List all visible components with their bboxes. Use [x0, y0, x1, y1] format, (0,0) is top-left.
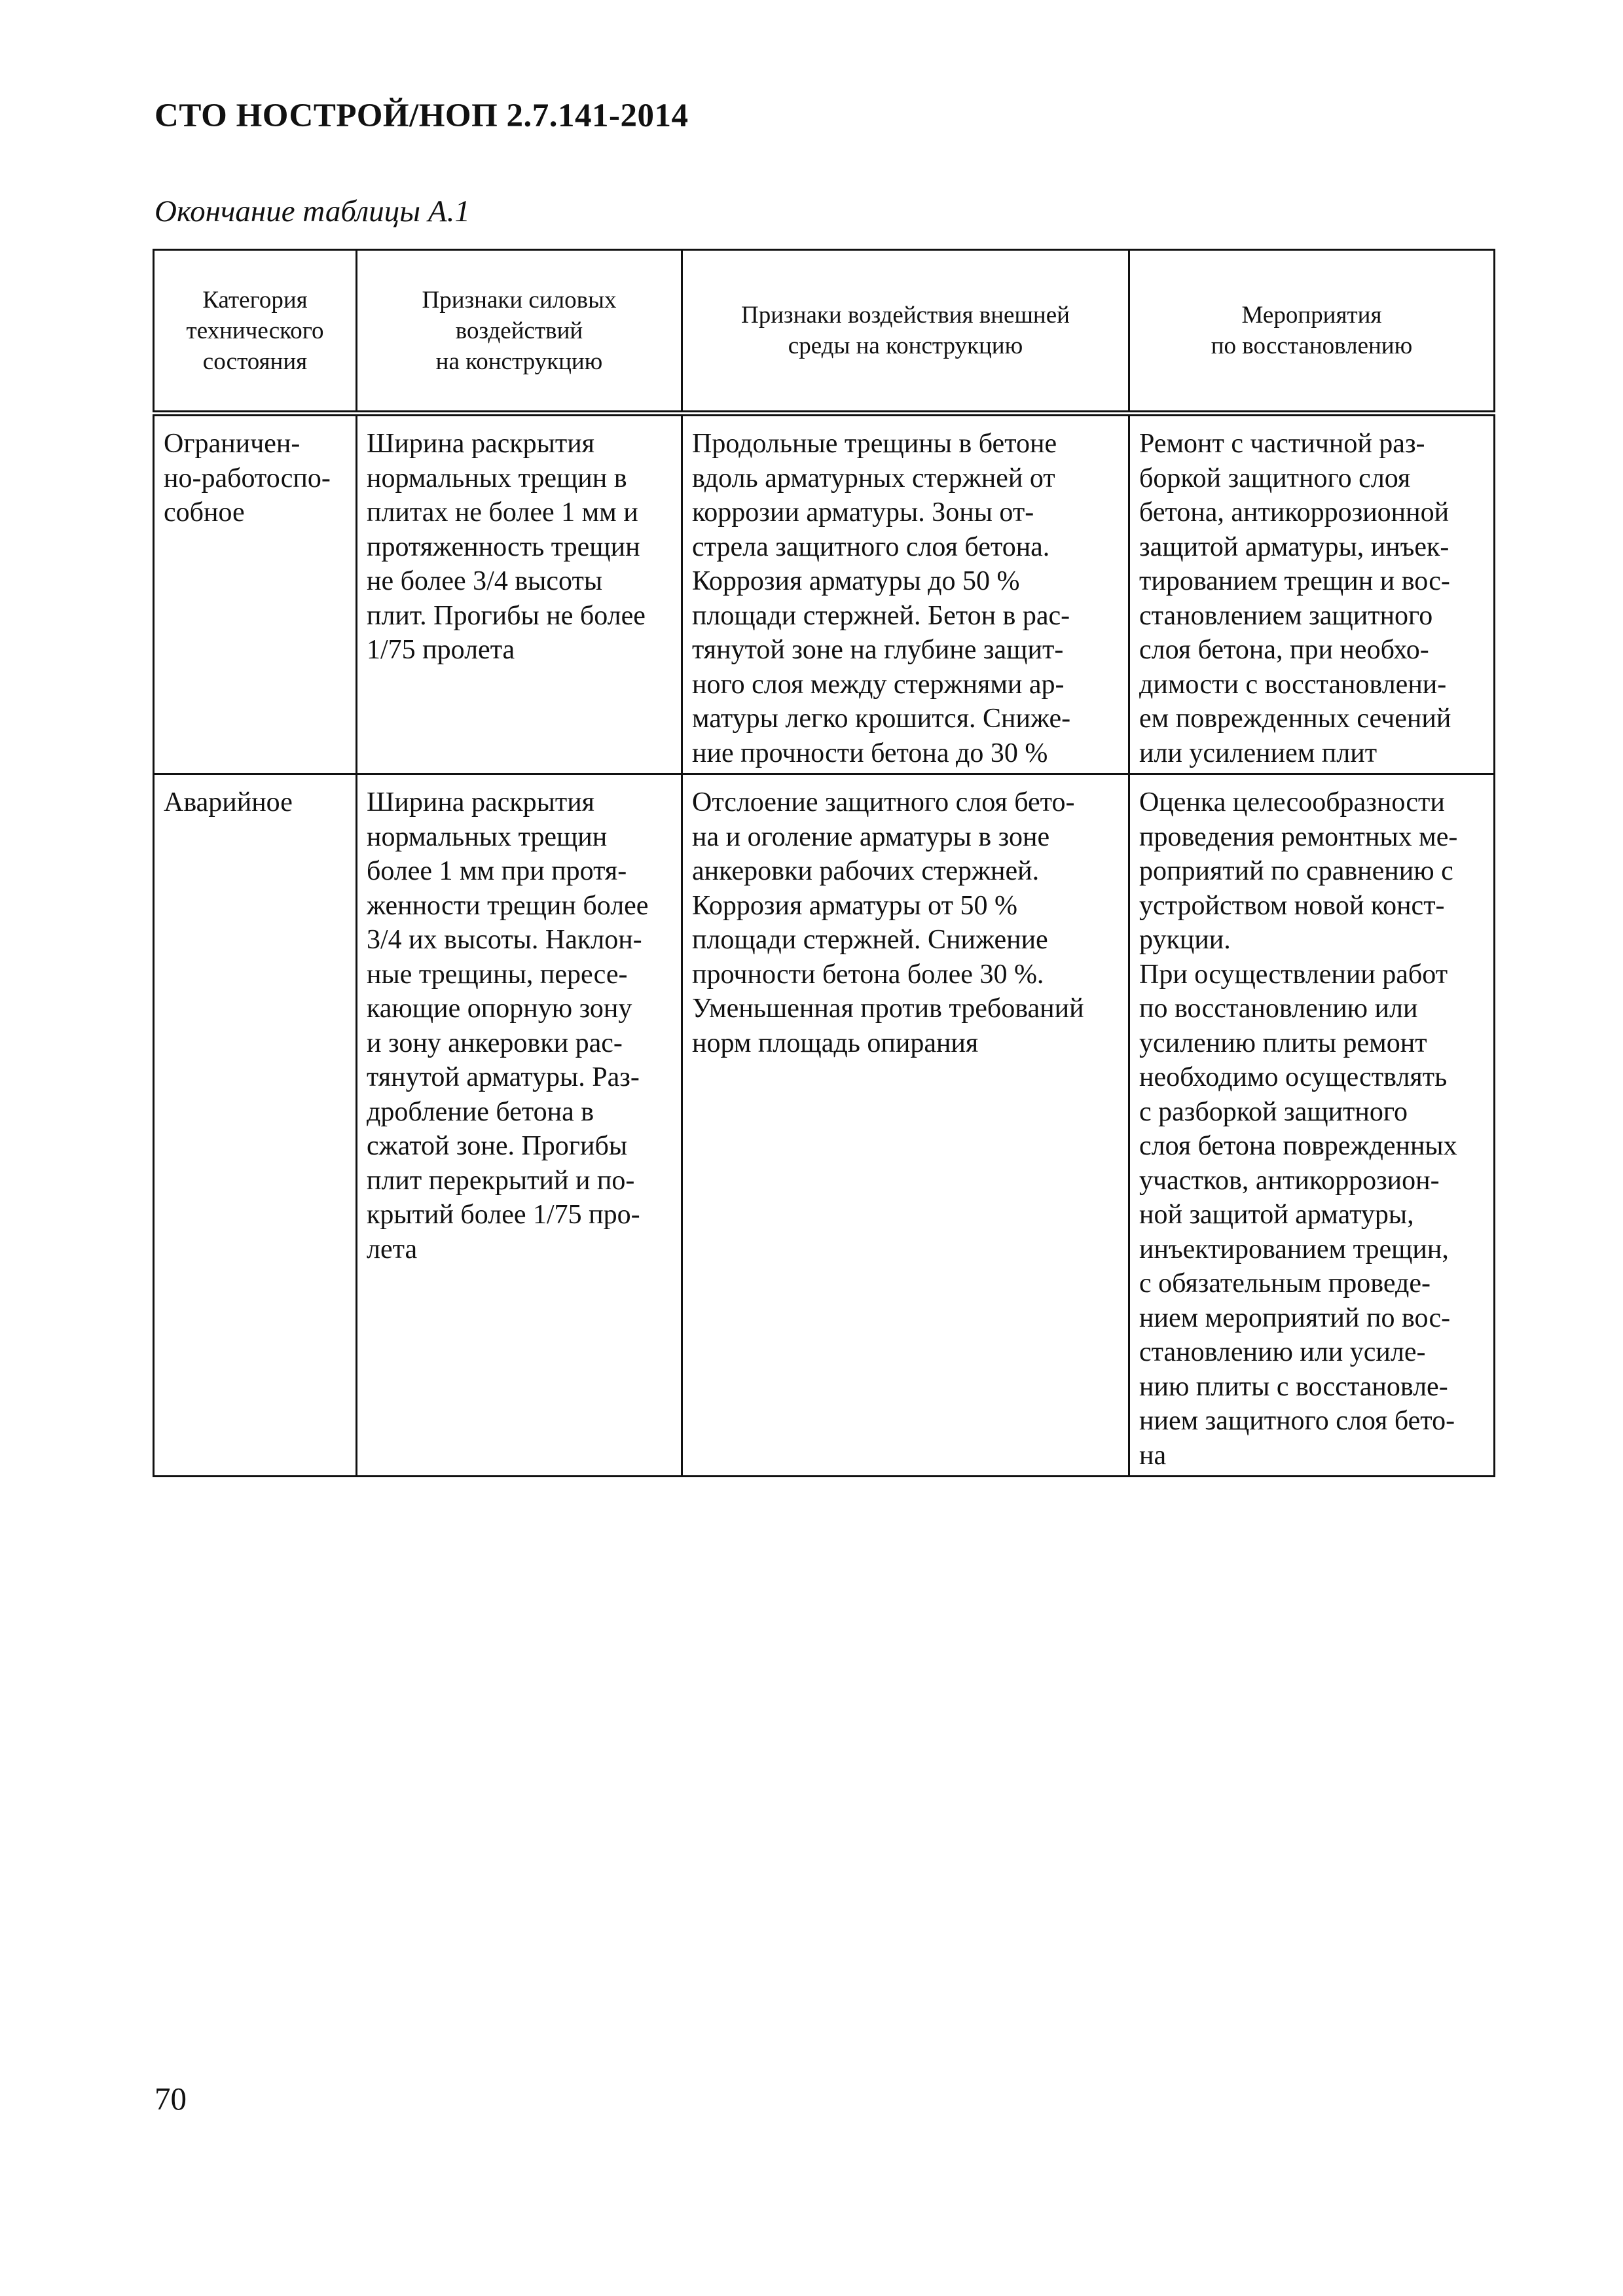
cell-environment-signs: Продольные трещины в бетоне вдоль арматурных стержней от коррозии арматуры. Зоны от- стрела защитного слоя бетона. Коррозия арматуры до 50 % площади стержней. Бетон в рас- тянутой зоне на глубине защит- ного слоя между стержнями ар- матуры легко крошится. Сниже- ние прочности бетона до 30 %	[682, 414, 1129, 774]
cell-category: Ограничен- но-работоспо- собное	[154, 414, 357, 774]
page-number: 70	[155, 2081, 187, 2117]
technical-condition-table	[153, 249, 1495, 1477]
cell-environment-signs: Отслоение защитного слоя бето- на и оголение арматуры в зоне анкеровки рабочих стержней. Коррозия арматуры от 50 % площади стержней. Снижение прочности бетона более 30 %. Уменьшенная против требований норм площадь опирания	[682, 774, 1129, 1477]
cell-category: Аварийное	[154, 774, 357, 1477]
cell-measures: Оценка целесообразности проведения ремонтных ме- роприятий по сравнению с устройством новой конст- рукции. При осуществлении работ по восстановлению или усилению плиты ремонт необходимо осуществлять с разборкой защитного слоя бетона поврежденных участков, антикоррозион- ной защитой арматуры, инъектированием трещин, с обязательным проведе- нием мероприятий по вос- становлению или усиле- нию плиты с восстановле- нием защитного слоя бето- на	[1129, 774, 1495, 1477]
header-force-signs: Признаки силовых воздействий на конструкцию	[357, 250, 682, 414]
table-header-row	[154, 250, 1495, 414]
header-environment-signs: Признаки воздействия внешней среды на конструкцию	[682, 250, 1129, 414]
header-measures: Мероприятия по восстановлению	[1129, 250, 1495, 414]
document-code: СТО НОСТРОЙ/НОП 2.7.141-2014	[155, 98, 689, 134]
cell-measures: Ремонт с частичной раз- боркой защитного слоя бетона, антикоррозионной защитой арматуры, инъек- тированием трещин и вос- становлением защитного слоя бетона, при необхо- димости с восстановлени- ем поврежденных сечений или усилением плит	[1129, 414, 1495, 774]
header-category: Категория технического состояния	[154, 250, 357, 414]
cell-force-signs: Ширина раскрытия нормальных трещин более 1 мм при протя- женности трещин более 3/4 их высоты. Наклон- ные трещины, пересе- кающие опорную зону и зону анкеровки рас- тянутой арматуры. Раз- дробление бетона в сжатой зоне. Прогибы плит перекрытий и по- крытий более 1/75 про- лета	[357, 774, 682, 1477]
table-row	[154, 774, 1495, 1477]
table-row	[154, 414, 1495, 774]
cell-force-signs: Ширина раскрытия нормальных трещин в плитах не более 1 мм и протяженность трещин не более 3/4 высоты плит. Прогибы не более 1/75 пролета	[357, 414, 682, 774]
table-caption: Окончание таблицы А.1	[155, 194, 470, 228]
